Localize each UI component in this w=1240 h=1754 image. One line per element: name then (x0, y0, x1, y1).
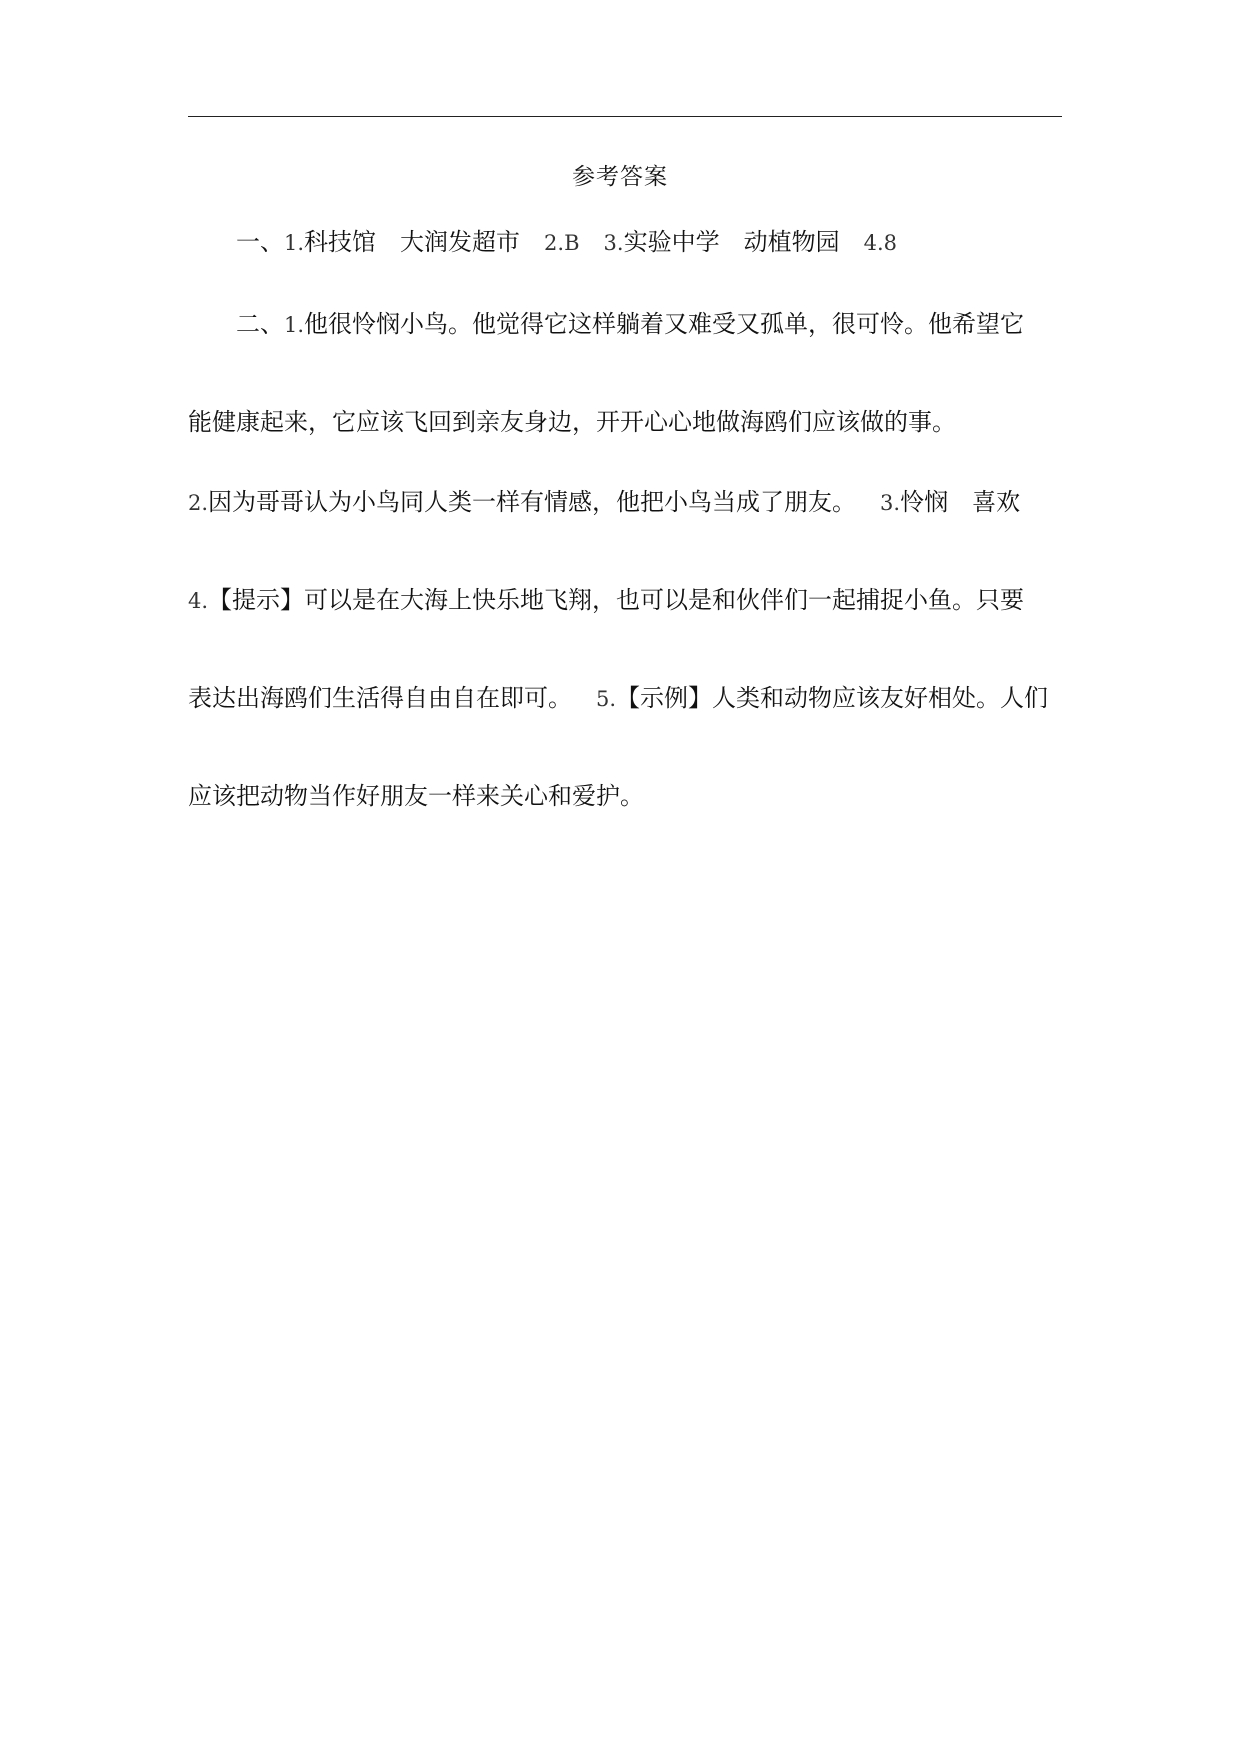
s2-q4-text-line1: 【提示】可以是在大海上快乐地飞翔，也可以是和伙伴们一起捕捉小鱼。只要 (208, 586, 1025, 614)
header-rule (188, 116, 1062, 117)
section1-label: 一、 (236, 228, 284, 256)
s2-q5-text-line2: 应该把动物当作好朋友一样来关心和爱护。 (188, 782, 644, 810)
s2-q1-text-line2: 能健康起来，它应该飞回到亲友身边，开开心心地做海鸥们应该做的事。 (188, 408, 956, 436)
s2-q2-q3-line (188, 484, 1020, 521)
s2-q4-number: 4. (188, 589, 209, 613)
s2-q3-answer-a: 怜悯 (900, 488, 949, 516)
s2-q4-text-line2: 表达出海鸥们生活得自由自在即可。 (188, 684, 572, 712)
s1-q1-answer-a: 科技馆 (304, 228, 377, 256)
s2-q4-line1 (188, 582, 1024, 619)
s2-q1-number: 1. (284, 313, 305, 337)
s1-q2-number: 2. (544, 231, 565, 255)
s2-q2-text: 因为哥哥认为小鸟同人类一样有情感，他把小鸟当成了朋友。 (208, 488, 857, 516)
s1-q3-answer-a: 实验中学 (623, 228, 720, 256)
s1-q3-answer-b: 动植物园 (743, 228, 840, 256)
s1-q2-answer: B (564, 231, 580, 255)
section1-answers (236, 224, 897, 261)
page-title: 参考答案 (572, 164, 668, 190)
s2-q3-answer-b: 喜欢 (972, 488, 1021, 516)
s1-q1-answer-b: 大润发超市 (400, 228, 521, 256)
s2-q1-line2 (188, 404, 956, 440)
s2-q5-number: 5. (596, 687, 617, 711)
s1-q4-number: 4. (863, 231, 884, 255)
s1-q1-number: 1. (284, 231, 305, 255)
section2-label: 二、 (236, 310, 284, 338)
s1-q4-answer: 8 (883, 231, 897, 255)
s2-q1-line1 (236, 306, 1024, 343)
s2-q5-line2 (188, 778, 644, 814)
s2-q4-q5-line (188, 680, 1048, 717)
s2-q3-number: 3. (880, 491, 901, 515)
s2-q1-text-line1: 他很怜悯小鸟。他觉得它这样躺着又难受又孤单，很可怜。他希望它 (304, 310, 1025, 338)
s2-q5-text-line1: 【示例】人类和动物应该友好相处。人们 (616, 684, 1049, 712)
s2-q2-number: 2. (188, 491, 209, 515)
s1-q3-number: 3. (603, 231, 624, 255)
